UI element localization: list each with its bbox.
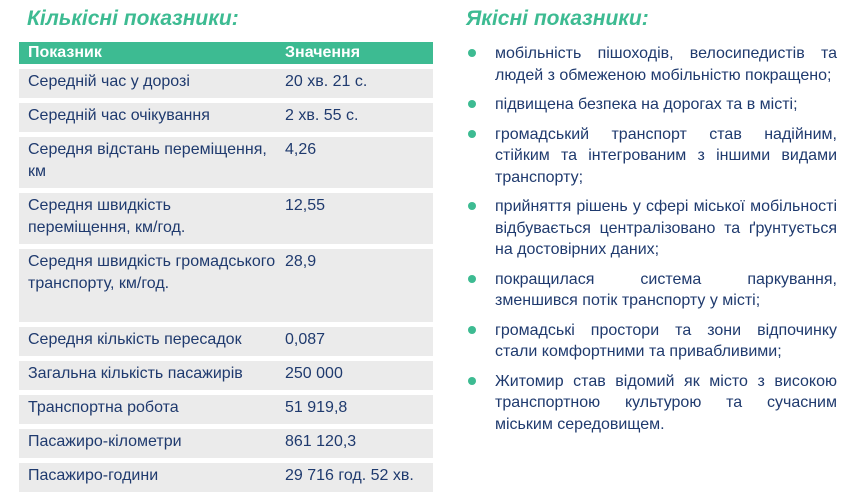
indicator-value: 29 716 год. 52 хв. <box>276 463 433 492</box>
table-row <box>19 361 433 390</box>
list-item <box>466 371 837 436</box>
indicator-name: Середній час очікування <box>19 103 276 132</box>
bullet-icon <box>468 275 476 283</box>
table-row <box>19 327 433 356</box>
indicator-value: 4,26 <box>276 137 433 188</box>
table-row <box>19 463 433 492</box>
table-header-row <box>19 42 433 64</box>
indicator-name: Транспортна робота <box>19 395 276 424</box>
list-item <box>466 94 837 116</box>
bullet-icon <box>468 202 476 210</box>
qualitative-heading: Якісні показники: <box>466 7 649 30</box>
indicator-name: Середня швидкість громадського транспорту, км/год. <box>19 249 276 322</box>
list-item-text: громадський транспорт став надійним, стійким та інтегрованим з іншими видами транспорту; <box>495 125 837 186</box>
bullet-icon <box>468 326 476 334</box>
list-item-text: прийняття рішень у сфері міської мобільності відбувається централізовано та ґрунтується на достовірних даних; <box>495 198 837 258</box>
bullet-icon <box>468 130 476 138</box>
indicator-name: Середня кількість пересадок <box>19 327 276 356</box>
table-row <box>19 69 433 98</box>
indicator-value: 28,9 <box>276 249 433 322</box>
indicator-value: 20 хв. 21 с. <box>276 69 433 98</box>
list-item-text: покращилася система паркування, зменшився потік транспорту у місті; <box>495 270 837 309</box>
qualitative-list <box>466 43 837 443</box>
table-row <box>19 249 433 322</box>
list-item <box>466 320 837 363</box>
indicator-value: 250 000 <box>276 361 433 390</box>
indicator-name: Середній час у дорозі <box>19 69 276 98</box>
header-indicator: Показник <box>19 42 276 64</box>
indicator-name: Середня швидкість переміщення, км/год. <box>19 193 276 244</box>
table-row <box>19 429 433 458</box>
bullet-icon <box>468 377 476 385</box>
list-item <box>466 124 837 189</box>
indicator-value: 51 919,8 <box>276 395 433 424</box>
list-item-text: Житомир став відомий як місто з високою транспортною культурою та сучасним міським середовищем. <box>495 372 837 433</box>
indicators-table <box>19 37 433 497</box>
list-item-text: підвищена безпека на дорогах та в місті; <box>495 96 798 113</box>
indicator-value: 861 120,3 <box>276 429 433 458</box>
table-row <box>19 137 433 188</box>
table-row <box>19 395 433 424</box>
indicator-name: Середня відстань переміщення, км <box>19 137 276 188</box>
table-row <box>19 193 433 244</box>
list-item <box>466 196 837 261</box>
indicator-value: 12,55 <box>276 193 433 244</box>
list-item <box>466 43 837 86</box>
list-item-text: громадські простори та зони відпочинку стали комфортними та привабливими; <box>495 321 837 360</box>
list-item-text: мобільність пішоходів, велосипедистів та людей з обмеженою мобільністю покращено; <box>495 45 837 84</box>
indicator-name: Пасажиро-години <box>19 463 276 492</box>
header-value: Значення <box>276 42 433 64</box>
bullet-icon <box>468 100 476 108</box>
indicator-value: 2 хв. 55 с. <box>276 103 433 132</box>
quantitative-heading: Кількісні показники: <box>27 7 239 30</box>
indicator-name: Загальна кількість пасажирів <box>19 361 276 390</box>
table-row <box>19 103 433 132</box>
indicator-name: Пасажиро-кілометри <box>19 429 276 458</box>
bullet-icon <box>468 49 476 57</box>
list-item <box>466 269 837 312</box>
indicator-value: 0,087 <box>276 327 433 356</box>
